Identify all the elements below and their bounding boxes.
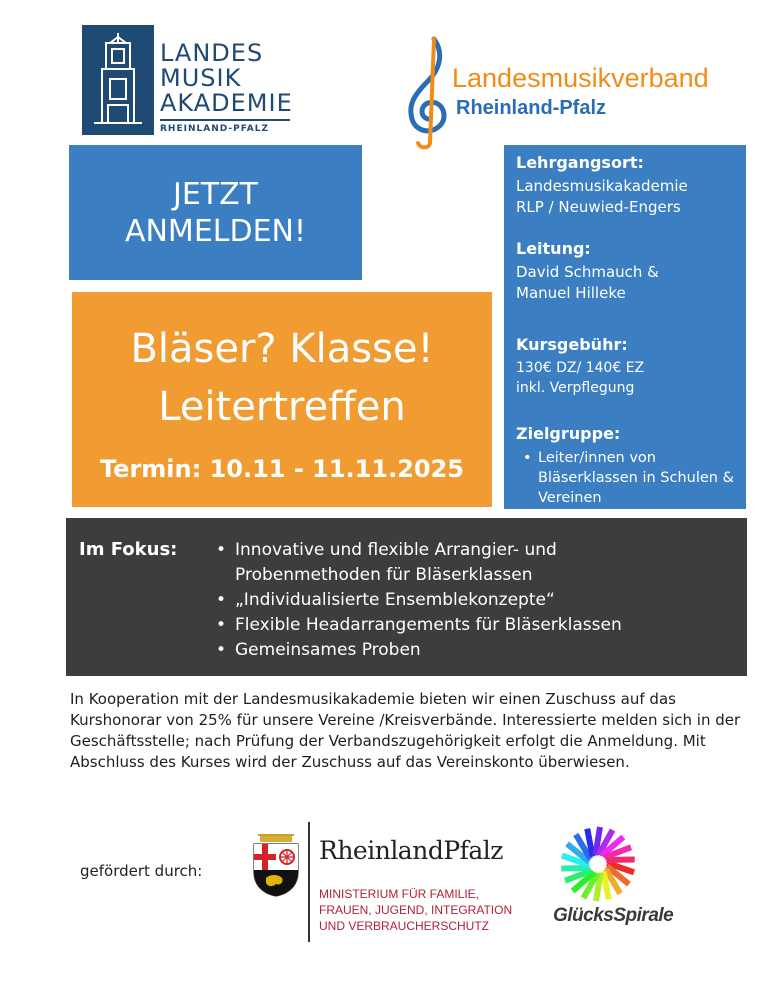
target-group-list	[516, 448, 738, 508]
focus-item	[216, 613, 655, 638]
landesmusikverband-logo	[400, 35, 740, 150]
spiral-ray	[588, 832, 592, 854]
course-title-box	[72, 292, 492, 507]
lma-divider	[160, 119, 290, 121]
focus-item-text: Gemeinsames Proben	[235, 640, 421, 660]
focus-label: Im Fokus:	[79, 539, 178, 560]
rlp-wordmark: RheinlandPfalz	[319, 836, 503, 865]
focus-item	[216, 538, 655, 588]
landesmusikakademie-logo	[82, 25, 292, 137]
treble-clef-icon	[400, 35, 460, 150]
lmv-name: Landesmusikverband	[452, 63, 709, 93]
lma-line-1: LANDES	[160, 39, 264, 67]
fee-line-1: 130€ DZ/ 140€ EZ	[516, 360, 645, 376]
lma-line-2: MUSIK	[160, 64, 242, 92]
course-info-panel	[504, 145, 746, 509]
lmv-region: Rheinland-Pfalz	[456, 97, 607, 119]
lma-line-3: AKADEMIE	[160, 89, 293, 117]
sponsor-divider	[308, 822, 310, 942]
ministry-line-3: UND VERBRAUCHERSCHUTZ	[319, 919, 490, 933]
location-line-1: Landesmusikakademie	[516, 177, 688, 195]
target-group-item	[516, 448, 738, 508]
course-title-line-2: Leitertreffen	[158, 384, 406, 430]
spiral-ray	[604, 874, 608, 896]
focus-list	[216, 538, 655, 663]
lma-region: RHEINLAND-PFALZ	[160, 124, 270, 134]
target-group-label: Zielgruppe:	[516, 424, 621, 443]
course-date: Termin: 10.11 - 11.11.2025	[100, 455, 464, 483]
location-label: Lehrgangsort:	[516, 153, 644, 172]
ministry-line-1: MINISTERIUM FÜR FAMILIE,	[319, 887, 480, 901]
focus-item-text: „Individualisierte Ensemblekonzepte“	[235, 590, 555, 610]
funded-by-label: gefördert durch:	[80, 862, 203, 880]
fee-line-2: inkl. Verpflegung	[516, 380, 635, 396]
leadership-label: Leitung:	[516, 239, 591, 258]
gluecksspirale-wordmark: GlücksSpirale	[553, 905, 674, 926]
focus-item-text: Innovative und flexible Arrangier- und Probenmethoden für Bläserklassen	[235, 540, 557, 585]
lma-tower-emblem	[82, 25, 154, 135]
leadership-line-2: Manuel Hilleke	[516, 284, 626, 302]
focus-item-text: Flexible Headarrangements für Bläserklassen	[235, 615, 622, 635]
fee-label: Kursgebühr:	[516, 335, 628, 354]
focus-item	[216, 638, 655, 663]
register-now-box	[69, 145, 362, 280]
register-now-text: JETZT ANMELDEN!	[124, 176, 307, 249]
lma-wordmark	[160, 41, 293, 116]
focus-item	[216, 588, 655, 613]
ministry-line-2: FRAUEN, JUGEND, INTEGRATION	[319, 903, 513, 917]
gluecksspirale-spiral-icon	[550, 822, 670, 907]
focus-box	[66, 518, 747, 676]
ministry-name	[319, 886, 512, 934]
leadership-line-1: David Schmauch &	[516, 263, 659, 281]
course-title-line-1: Bläser? Klasse!	[130, 326, 434, 372]
cooperation-paragraph: In Kooperation mit der Landesmusikakademie bieten wir einen Zuschuss auf das Kurshonorar von 25% für unsere Vereine /Kreisverbände. Interessierte melden sich in der Geschäftsstelle; nach Prüfung der Verbandszugehörigkeit erfolgt die Anmeldung. Mit Abschluss des Kurses wird der Zuschuss auf das Vereinskonto überwiesen.	[70, 690, 741, 771]
rlp-crest-icon	[250, 832, 302, 898]
target-group-item-text: Leiter/innen von Bläserklassen in Schulen & Vereinen	[538, 450, 734, 506]
location-line-2: RLP / Neuwied-Engers	[516, 198, 681, 216]
